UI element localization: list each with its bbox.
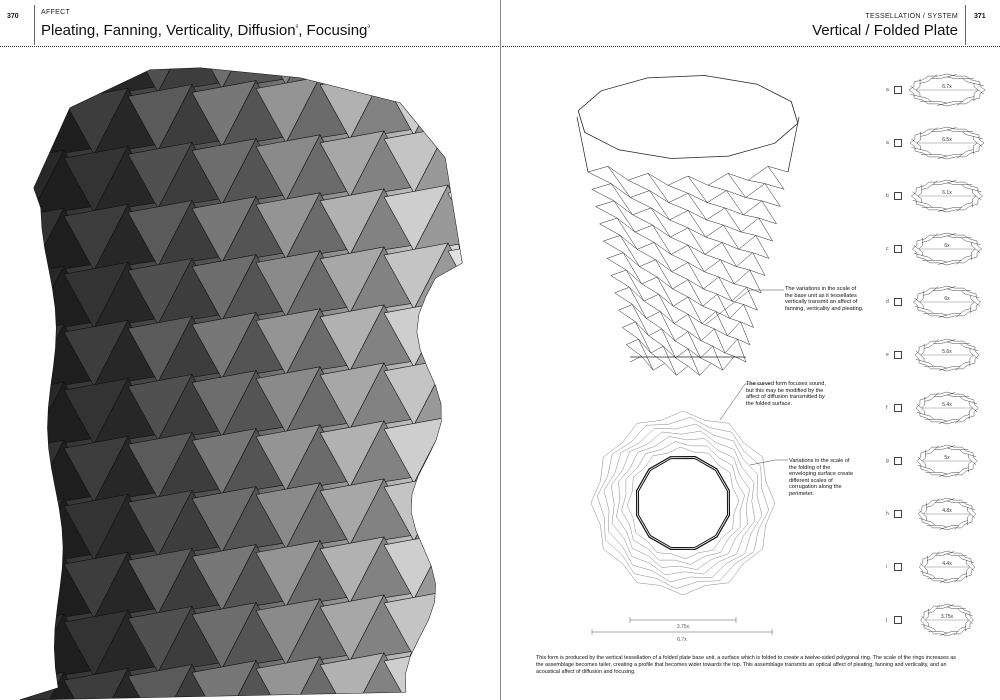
acoustic-icon: ᵊ [295,24,299,31]
ring-section [880,229,980,277]
left-page-title [41,22,370,39]
ring-section [880,388,980,436]
acoustic-icon: ᵊ [367,24,371,31]
ring-scale-label: 5x [944,455,950,461]
annotation-focusing: The curved form focuses sound, but this may be modified by the affect of diffusion transmitted by the folded surface. [746,381,826,407]
ring-section-label: j [886,617,888,623]
ring-section [880,547,980,595]
folded-plate-render [0,48,500,700]
ring-scale-label: 5.4x [942,402,952,408]
dim-outer-label: 6.7x [677,637,687,643]
annotation-fanning: The variations in the scale of the base unit as it tessellates vertically transmit an affect of fanning, verticality and pleating. [785,286,864,312]
ring-scale-label: 6.1x [942,190,952,196]
ring-section [880,282,980,330]
ring-section-label: a [886,87,889,93]
ring-section [880,123,980,171]
ring-scale-label: 6.5x [942,137,952,143]
annotation-corrugation: Variations in the scale of the folding of the enveloping surface create different scales of corrugation along the perimeter. [789,458,854,497]
right-header-dotted-rule [502,46,1000,47]
caption-text: This form is produced by the vertical tessellation of a folded plate base unit, a surface which is folded to create a twelve-sided polygonal ring. The scale of the rings increases as the assemblage becomes taller, creating a profile that becomes wider towards the top. This assemblage transmits an optical affect of pleating, fanning and verticality, and an acoustical affect of diffusion and focusing. [536,655,956,675]
ring-section [880,494,980,542]
dim-inner-label: 3.75x [676,624,690,630]
ring-scale-label: 4.4x [942,561,952,567]
ring-scale-label: 6x [944,243,950,249]
left-header-dotted-rule [0,46,499,47]
ring-scale-label: 6x [944,296,950,302]
ring-scale-label: 3.75x [940,614,954,620]
right-header-rule [965,5,966,45]
left-section-label: AFFECT [41,9,71,16]
ring-section [880,70,980,118]
left-page-number: 370 [7,13,19,20]
ring-section [880,600,980,648]
right-page-number: 371 [974,13,986,20]
ring-section-label: f [886,405,888,411]
ring-scale-label: 6.7x [942,84,952,90]
ring-section-label: d [886,299,889,305]
ring-section-label: e [886,352,889,358]
ring-scale-label: 5.6x [942,349,952,355]
ring-section [880,335,980,383]
right-page-title: Vertical / Folded Plate [812,22,958,39]
ring-scale-label: 4.8x [942,508,952,514]
ring-section-label: i [886,564,888,570]
ring-section-label: g [886,458,889,464]
ring-section-label: h [886,511,889,517]
title-part-2: , Focusing [298,22,368,39]
title-part-1: Pleating, Fanning, Verticality, Diffusion [41,22,296,39]
ring-section-label: a [886,140,889,146]
ring-sections-column [880,70,980,630]
ring-section-label: c [886,246,889,252]
ring-section [880,441,980,489]
ring-section-label: b [886,193,889,199]
right-section-label: TESSELLATION / SYSTEM [865,13,958,20]
ring-section [880,176,980,224]
page-gutter [500,0,501,700]
left-header-rule [34,5,35,45]
